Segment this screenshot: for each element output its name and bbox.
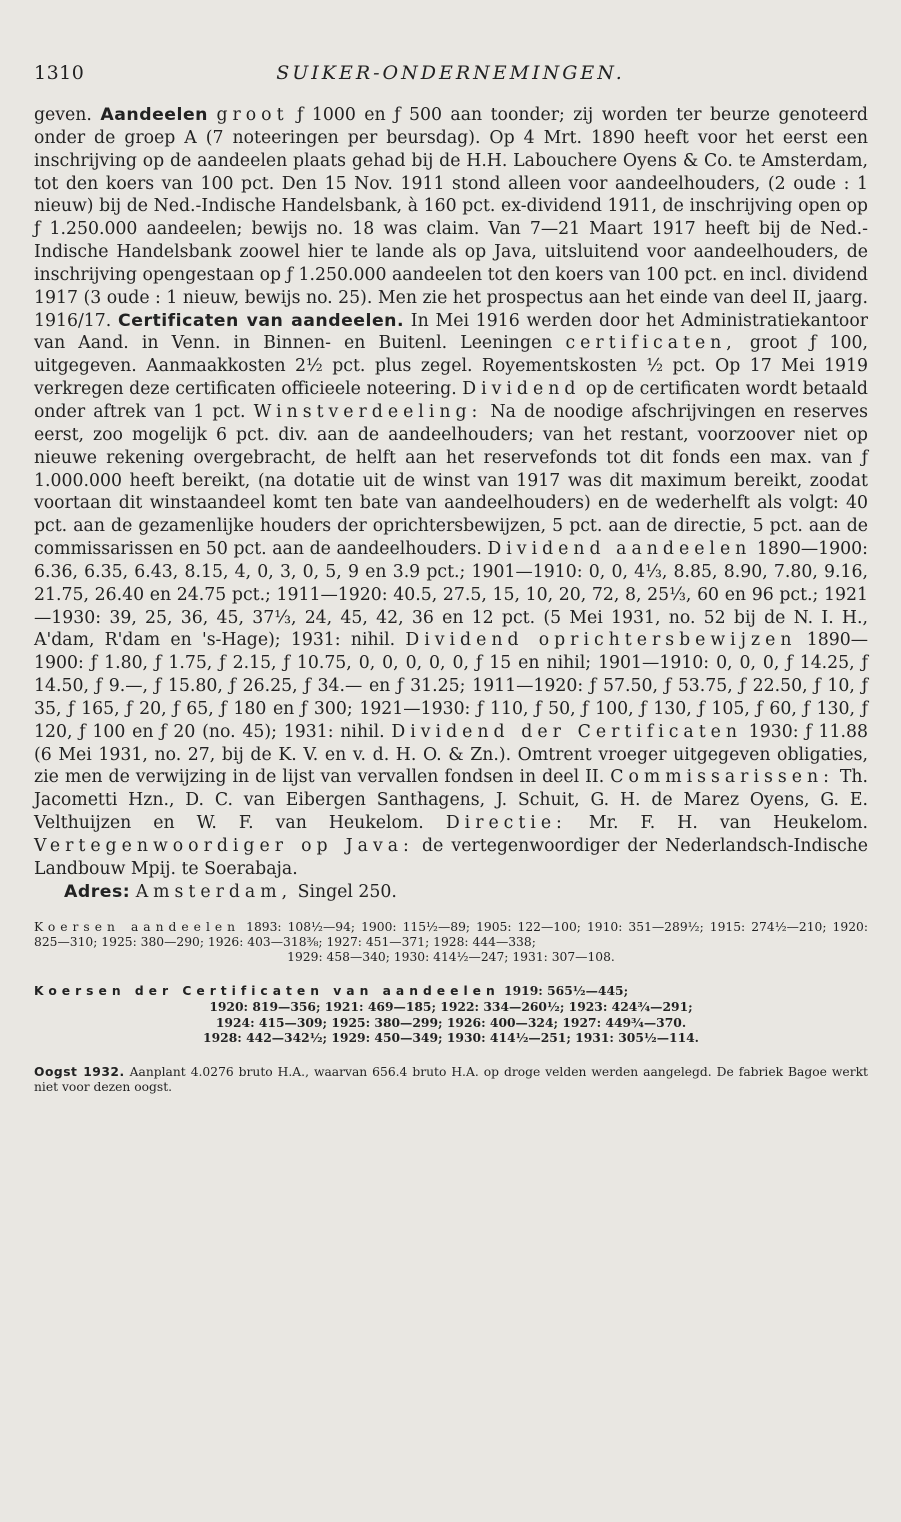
text-segment: Na de noodige afschrijvingen en reserves eerst, zoo mogelijk 6 pct. div. aan de aandeelhouders; van het restant, voorzoover niet op nieuwe rekening overgebracht, de helft aan het reservefonds tot dit fonds een max. van ƒ 1.000.000 heeft bereikt, (na dotatie uit de winst van 1917 was dit maximum bereikt, zoodat voortaan dit winstaandeel komt ten bate van aandeelhouders) en de wederhelft als volgt: 40 pct. aan de gezamenlijke houders der oprichtersbewijzen, 5 pct. aan de directie, 5 pct. aan de commissarissen en 50 pct. aan de aandeelhouders. [34, 401, 868, 560]
text-segment: ƒ 1000 en ƒ 500 aan toonder; zij worden ter beurze genoteerd onder de groep A (7 noteeringen per beursdag). Op 4 Mrt. 1890 heeft voor het eerst een inschrijving op de aandeelen plaats gehad bij de H.H. Labouchere Oyens & Co. te Amsterdam, tot den koers van 100 pct. Den 15 Nov. 1911 stond alleen voor aandeelhouders, (2 oude : 1 nieuw) bij de Ned.-Indische Handelsbank, à 160 pct. ex-dividend 1911, de inschrijving open op ƒ 1.250.000 aandeelen; bewijs no. 18 was claim. Van 7—21 Maart 1917 heeft bij de Ned.-Indische Handelsbank zoowel hier te lande als op Java, uitsluitend voor aandeelhouders, de inschrijving opengestaan op ƒ 1.250.000 aandeelen tot den koers van 100 pct. en incl. dividend 1917 (3 oude : 1 nieuw, bewijs no. 25). Men zie het prospectus aan het einde van deel II, jaarg. 1916/17. [34, 105, 868, 331]
oogst-label: Oogst 1932. [34, 1064, 125, 1079]
text-segment: geven. [34, 105, 101, 125]
koersen-aandeelen-values: 1893: 108½—94; 1900: 115½—89; 1905: 122—100; 1910: 351—289½; 1915: 274½—210; 1920: 825—310; 1925: 380—290; 1926: 403—318⅜; 1927: 451—371; 1928: 444—338; [34, 919, 868, 949]
page-number: 1310 [34, 62, 85, 84]
koersen-cert-line3: 1924: 415—309; 1925: 380—299; 1926: 400—324; 1927: 449¾—370. [215, 1014, 687, 1030]
spaced-dividend: Dividend [462, 379, 581, 400]
spaced-winstverdeeling: Winstverdeeling: [253, 401, 483, 422]
adres-label: Adres: [64, 881, 131, 902]
spaced-dividend-certificaten: Dividend der Certificaten [391, 721, 743, 742]
spaced-groot: groot [216, 105, 289, 125]
adres-city: Amsterdam, [135, 881, 293, 902]
koersen-cert-line4: 1928: 442—342½; 1929: 450—349; 1930: 414½—251; 1931: 305½—114. [203, 1029, 699, 1045]
spaced-dividend-oprichters: Dividend oprichtersbewijzen [405, 630, 797, 651]
heading-certificaten: Certificaten van aandeelen. [118, 310, 405, 331]
koersen-aandeelen-label: Koersen aandeelen [34, 919, 241, 934]
koersen-aandeelen [34, 920, 868, 966]
page-header [34, 62, 867, 88]
heading-aandeelen: Aandeelen [100, 105, 208, 125]
oogst-paragraph [34, 1065, 868, 1095]
adres-street: Singel 250. [292, 881, 397, 902]
koersen-cert-line2: 1920: 819—356; 1921: 469—185; 1922: 334—260½; 1923: 424¾—291; [209, 999, 693, 1015]
koersen-cert-values: 1919: 565½—445; [499, 983, 629, 999]
text-segment: Mr. F. H. van Heukelom. [566, 813, 868, 834]
oogst-text: Aanplant 4.0276 bruto H.A., waarvan 656.4 bruto H.A. op droge velden werden aangelegd. De fabriek Bagoe werkt niet voor dezen oogst. [34, 1064, 868, 1095]
koersen-certificaten [34, 983, 868, 1045]
koersen-aandeelen-line1 [34, 920, 868, 950]
adres-line [34, 881, 868, 904]
text-segment: 1890—1900: 6.36, 6.35, 6.43, 8.15, 4, 0, 3, 0, 5, 9 en 3.9 pct.; 1901—1910: 0, 0, 4⅓, 8.85, 8.90, 7.80, 9.16, 21.75, 26.40 en 24.75 pct.; 1911—1920: 40.5, 27.5, 15, 10, 20, 72, 8, 25⅓, 60 en 96 pct.; 1921—1930: 39, 25, 36, 45, 37⅓, 24, 45, 42, 36 en 12 pct. (5 Mei 1931, no. 52 bij de N. I. H., A'dam, R'dam en 's-Hage); 1931: nihil. [34, 539, 868, 651]
spaced-dividend-aandeelen: Dividend aandeelen [487, 539, 752, 560]
text-segment: groot ƒ 100, uitgegeven. Aanmaakkosten 2½ pct. plus zegel. Royementskosten ½ pct. Op 17 Mei 1919 verkregen deze certificaten officieele noteering. [34, 333, 868, 400]
article-body [34, 104, 868, 1095]
spaced-commissarissen: Commissarissen: [610, 767, 834, 788]
koersen-cert-line1 [34, 983, 868, 999]
koersen-cert-label: Koersen der Certificaten van aandeelen [34, 984, 500, 999]
spaced-directie: Directie: [445, 813, 567, 834]
text-segment: op de certificaten wordt betaald onder aftrek van 1 pct. [34, 379, 868, 422]
spaced-vertegenwoordiger: Vertegenwoordiger op Java: [34, 836, 414, 856]
text-segment: In Mei 1916 werden door het Administratiekantoor van Aand. in Venn. in Binnen- en Buitenl. Leeningen [34, 310, 869, 354]
koersen-aandeelen-line2: 1929: 458—340; 1930: 414½—247; 1931: 307—108. [287, 949, 615, 964]
running-title: SUIKER-ONDERNEMINGEN. [276, 62, 625, 84]
text-segment: de vertegenwoordiger der Nederlandsch-Indische Landbouw Mpij. te Soerabaja. [34, 836, 869, 879]
text-segment: 1930: ƒ 11.88 (6 Mei 1931, no. 27, bij de K. V. en v. d. H. O. & Zn.). Omtrent vroeger uitgegeven obligaties, zie men de verwijzing in de lijst van vervallen fondsen in deel II. [34, 721, 868, 788]
text-segment: 1890—1900: ƒ 1.80, ƒ 1.75, ƒ 2.15, ƒ 10.75, 0, 0, 0, 0, 0, ƒ 15 en nihil; 1901—1910: 0, 0, 0, ƒ 14.25, ƒ 14.50, ƒ 9.—, ƒ 15.80, ƒ 26.25, ƒ 34.— en ƒ 31.25; 1911—1920: ƒ 57.50, ƒ 53.75, ƒ 22.50, ƒ 10, ƒ 35, ƒ 165, ƒ 20, ƒ 65, ƒ 180 en ƒ 300; 1921—1930: ƒ 110, ƒ 50, ƒ 100, ƒ 130, ƒ 105, ƒ 60, ƒ 130, ƒ 120, ƒ 100 en ƒ 20 (no. 45); 1931: nihil. [34, 630, 868, 742]
main-paragraph [34, 104, 868, 881]
text-segment: Th. Jacometti Hzn., D. C. van Eibergen Santhagens, J. Schuit, G. H. de Marez Oyens, G. E. Velthuijzen en W. F. van Heukelom. [34, 767, 868, 834]
spaced-certificaten: certificaten, [565, 333, 737, 354]
